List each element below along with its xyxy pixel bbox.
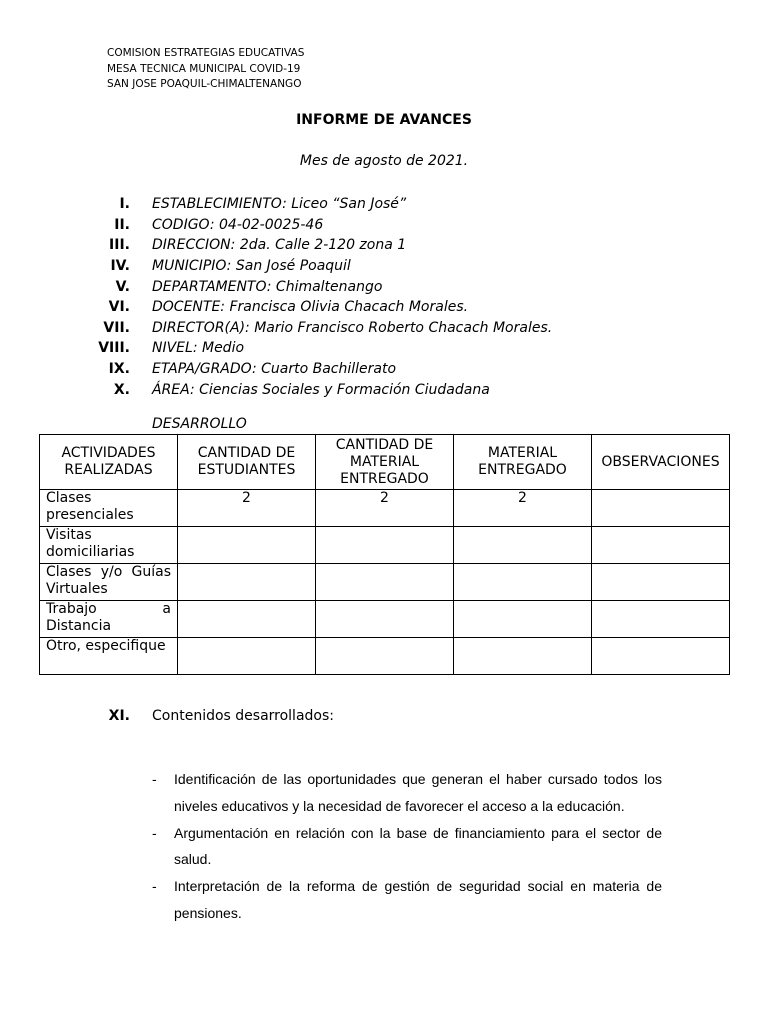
info-value: DOCENTE: Francisca Olivia Chacach Morales. xyxy=(152,299,469,316)
info-row-establecimiento xyxy=(60,194,552,215)
info-row-etapa-grado xyxy=(60,359,552,380)
bullet-dash: - xyxy=(152,878,157,895)
material-delivered-cell xyxy=(454,564,592,601)
table-header-row xyxy=(40,435,730,490)
activity-cell: Visitas domiciliarias xyxy=(40,527,178,564)
info-value: DEPARTAMENTO: Chimaltenango xyxy=(152,278,383,295)
info-number: IX. xyxy=(108,361,130,378)
activity-cell: Trabajo a Distancia xyxy=(40,601,178,638)
info-value: DIRECTOR(A): Mario Francisco Roberto Chacach Morales. xyxy=(152,319,553,336)
observations-cell xyxy=(592,527,730,564)
list-item xyxy=(152,873,662,927)
info-value: ESTABLECIMIENTO: Liceo “San José” xyxy=(152,196,407,213)
report-date: Mes de agosto de 2021. xyxy=(299,153,469,169)
table-row xyxy=(40,638,730,675)
info-number: II. xyxy=(114,216,130,233)
info-number: IV. xyxy=(110,258,130,275)
info-row-docente xyxy=(60,297,552,318)
observations-cell xyxy=(592,564,730,601)
material-delivered-cell xyxy=(454,527,592,564)
material-delivered-cell xyxy=(454,601,592,638)
students-cell xyxy=(178,601,316,638)
material-quantity-cell xyxy=(316,638,454,675)
info-row-municipio xyxy=(60,256,552,277)
section-contenidos xyxy=(60,708,334,724)
info-row-direccion xyxy=(60,235,552,256)
table-row xyxy=(40,601,730,638)
info-row-nivel xyxy=(60,338,552,359)
info-value: ETAPA/GRADO: Cuarto Bachillerato xyxy=(152,361,397,378)
header-material-entregado: MATERIAL ENTREGADO xyxy=(454,435,592,490)
header-cantidad-estudiantes: CANTIDAD DE ESTUDIANTES xyxy=(178,435,316,490)
info-row-director xyxy=(60,318,552,339)
activity-cell: Otro, especifique xyxy=(40,638,178,675)
info-number: I. xyxy=(119,196,130,213)
info-number: VIII. xyxy=(98,340,130,357)
info-value: CODIGO: 04-02-0025-46 xyxy=(152,216,324,233)
header-observaciones: OBSERVACIONES xyxy=(592,435,730,490)
header-line-commission: COMISION ESTRATEGIAS EDUCATIVAS xyxy=(107,47,305,59)
list-item-text: Argumentación en relación con la base de financiamiento para el sector de salud. xyxy=(174,824,662,868)
table-row xyxy=(40,527,730,564)
contents-list xyxy=(152,766,662,927)
info-number: VI. xyxy=(108,299,130,316)
activity-cell: Clases y/o Guías Virtuales xyxy=(40,564,178,601)
table-row xyxy=(40,564,730,601)
info-value: NIVEL: Medio xyxy=(152,340,245,357)
students-cell: 2 xyxy=(178,490,316,527)
activity-cell: Clases presenciales xyxy=(40,490,178,527)
bullet-dash: - xyxy=(152,824,157,841)
list-item xyxy=(152,766,662,820)
info-row-area xyxy=(60,379,552,400)
material-quantity-cell: 2 xyxy=(316,490,454,527)
material-quantity-cell xyxy=(316,564,454,601)
material-quantity-cell xyxy=(316,601,454,638)
list-item-text: Identificación de las oportunidades que generan el haber cursado todos los niveles educativos y la necesidad de favorecer el acceso a la educación. xyxy=(174,771,662,814)
observations-cell xyxy=(592,490,730,527)
document-title: INFORME DE AVANCES xyxy=(296,112,472,128)
header-actividades: ACTIVIDADES REALIZADAS xyxy=(40,435,178,490)
header-line-location: SAN JOSE POAQUIL-CHIMALTENANGO xyxy=(107,78,302,90)
material-delivered-cell xyxy=(454,638,592,675)
info-number: X. xyxy=(113,381,130,398)
activities-table xyxy=(39,434,730,675)
info-value: DIRECCION: 2da. Calle 2-120 zona 1 xyxy=(152,237,407,254)
observations-cell xyxy=(592,601,730,638)
students-cell xyxy=(178,638,316,675)
info-value: MUNICIPIO: San José Poaquil xyxy=(152,258,351,275)
info-row-codigo xyxy=(60,215,552,236)
material-quantity-cell xyxy=(316,527,454,564)
info-number: V. xyxy=(115,278,130,295)
info-row-departamento xyxy=(60,276,552,297)
section-number: XI. xyxy=(108,708,130,724)
info-number: VII. xyxy=(103,319,130,336)
section-label: Contenidos desarrollados: xyxy=(152,708,334,724)
list-item xyxy=(152,820,662,874)
info-number: III. xyxy=(109,237,130,254)
students-cell xyxy=(178,527,316,564)
bullet-dash: - xyxy=(152,771,157,787)
header-line-mesa: MESA TECNICA MUNICIPAL COVID-19 xyxy=(107,62,301,75)
table-row xyxy=(40,490,730,527)
info-list xyxy=(60,194,552,400)
desarrollo-label: DESARROLLO xyxy=(152,416,247,432)
observations-cell xyxy=(592,638,730,675)
header-cantidad-material: CANTIDAD DE MATERIAL ENTREGADO xyxy=(316,435,454,490)
material-delivered-cell: 2 xyxy=(454,490,592,527)
list-item-text: Interpretación de la reforma de gestión de seguridad social en materia de pensiones. xyxy=(174,878,662,921)
info-value: ÁREA: Ciencias Sociales y Formación Ciudadana xyxy=(152,381,490,398)
students-cell xyxy=(178,564,316,601)
document-header xyxy=(107,46,304,93)
